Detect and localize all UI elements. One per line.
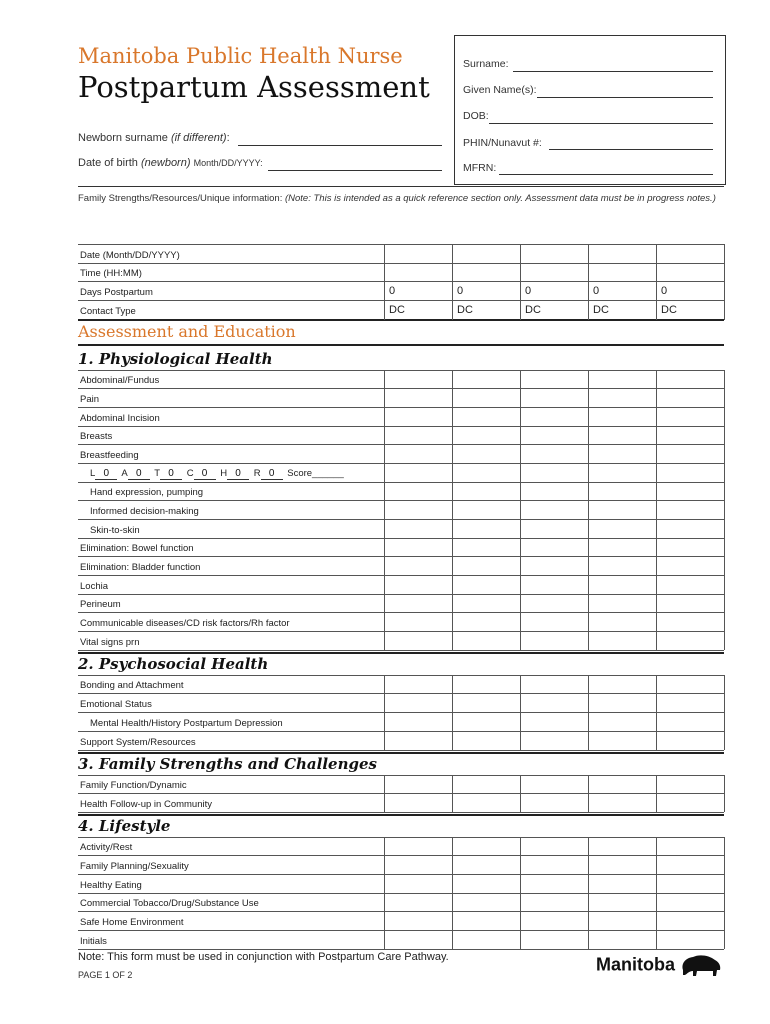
row-label: Perineum: [80, 599, 121, 610]
family-info-note: (Note: This is intended as a quick reference section only. Assessment data must be in progress notes.): [284, 193, 716, 204]
row-label: Initials: [80, 936, 107, 947]
row-abdominal-incision[interactable]: [78, 407, 724, 427]
page-title: Postpartum Assessment: [78, 70, 430, 104]
row-skin-to-skin[interactable]: [78, 519, 724, 539]
row-hand-expression[interactable]: [78, 482, 724, 501]
family-info-label: Family Strengths/Resources/Unique information:: [78, 193, 283, 204]
row-informed-decision[interactable]: [78, 500, 724, 520]
newborn-dob-label: Date of birth: [78, 157, 138, 169]
row-latch-score[interactable]: [78, 463, 724, 483]
row-label: Pain: [80, 394, 100, 405]
page-number: PAGE 1 OF 2: [78, 970, 133, 980]
contact-type-value[interactable]: DC: [389, 304, 405, 316]
newborn-dob-field[interactable]: [268, 170, 442, 171]
days-postpartum-label: Days Postpartum: [80, 287, 153, 298]
row-perineum[interactable]: [78, 594, 724, 613]
newborn-surname-field[interactable]: [238, 145, 442, 146]
row-family-function[interactable]: [78, 775, 724, 794]
row-label: Vital signs prn: [80, 637, 140, 648]
row-label: Hand expression, pumping: [90, 487, 204, 498]
row-label: Elimination: Bowel function: [80, 543, 194, 554]
newborn-surname-label: Newborn surname: [78, 132, 168, 144]
row-label: Activity/Rest: [80, 842, 133, 853]
row-emotional-status[interactable]: [78, 693, 724, 713]
row-label: Informed decision-making: [90, 506, 199, 517]
row-label: Healthy Eating: [80, 880, 142, 891]
row-safe-home[interactable]: [78, 911, 724, 931]
contact-type-value[interactable]: DC: [457, 304, 473, 316]
family-info: [78, 193, 716, 204]
mfrn-field[interactable]: [499, 174, 713, 175]
row-lochia[interactable]: [78, 575, 724, 595]
row-vital-signs[interactable]: [78, 631, 724, 651]
section-3-heading: 3. Family Strengths and Challenges: [78, 755, 377, 773]
row-label: Lochia: [80, 581, 108, 592]
days-value[interactable]: 0: [525, 285, 532, 297]
row-abdominal-fundus[interactable]: [78, 370, 724, 389]
row-tobacco[interactable]: [78, 893, 724, 912]
footer-note: Note: This form must be used in conjunction with Postpartum Care Pathway.: [78, 951, 449, 963]
days-value[interactable]: 0: [457, 285, 464, 297]
newborn-dob-row: [78, 157, 263, 169]
org-title: Manitoba Public Health Nurse: [78, 44, 403, 68]
patient-id-box: [454, 35, 726, 185]
surname-label: Surname:: [463, 58, 509, 70]
family-info-top-rule: [78, 186, 724, 187]
dob-label: DOB:: [463, 110, 489, 122]
latch-score-label: L 0 A 0 T 0 C 0 H 0 R 0 Score______: [90, 468, 344, 479]
row-communicable[interactable]: [78, 612, 724, 632]
section-1-rule: [78, 344, 724, 346]
row-label: Commercial Tobacco/Drug/Substance Use: [80, 898, 259, 909]
row-label: Support System/Resources: [80, 737, 196, 748]
contact-type-value[interactable]: DC: [661, 304, 677, 316]
row-breasts[interactable]: [78, 426, 724, 445]
row-label: Health Follow-up in Community: [80, 799, 212, 810]
row-breastfeeding[interactable]: [78, 444, 724, 464]
visit-time-row[interactable]: [78, 263, 724, 282]
row-activity-rest[interactable]: [78, 837, 724, 856]
row-label: Breasts: [80, 431, 113, 442]
logo-wordmark: Manitoba: [596, 954, 675, 975]
newborn-surname-row: Newborn surname (if different):: [78, 132, 230, 144]
days-postpartum-row[interactable]: [78, 281, 724, 301]
row-label: Bonding and Attachment: [80, 680, 184, 691]
assessment-heading: Assessment and Education: [78, 322, 296, 341]
phin-field[interactable]: [549, 149, 713, 150]
manitoba-logo: [596, 952, 723, 982]
row-label: Emotional Status: [80, 699, 152, 710]
row-label: Mental Health/History Postpartum Depression: [90, 718, 283, 729]
contact-type-value[interactable]: DC: [525, 304, 541, 316]
surname-field[interactable]: [513, 71, 713, 72]
section-4-rule: [78, 814, 724, 816]
phin-label: PHIN/Nunavut #:: [463, 137, 542, 149]
newborn-dob-format: Month/DD/YYYY:: [193, 158, 263, 168]
row-health-followup[interactable]: [78, 793, 724, 813]
row-label: Family Planning/Sexuality: [80, 861, 189, 872]
row-label: Abdominal Incision: [80, 413, 160, 424]
given-name-label: Given Name(s):: [463, 84, 537, 96]
section-1-heading: 1. Physiological Health: [78, 350, 273, 368]
row-label: Family Function/Dynamic: [80, 780, 187, 791]
row-label: Abdominal/Fundus: [80, 375, 160, 386]
contact-type-label: Contact Type: [80, 306, 136, 317]
visit-date-label: Date (Month/DD/YYYY): [80, 250, 180, 261]
section-2-heading: 2. Psychosocial Health: [78, 655, 269, 673]
row-initials[interactable]: [78, 930, 724, 950]
visit-time-label: Time (HH:MM): [80, 268, 142, 279]
row-family-planning[interactable]: [78, 855, 724, 875]
row-label: Breastfeeding: [80, 450, 139, 461]
row-label: Elimination: Bladder function: [80, 562, 201, 573]
row-healthy-eating[interactable]: [78, 874, 724, 894]
row-label: Communicable diseases/CD risk factors/Rh factor: [80, 618, 290, 629]
section-3-rule: [78, 752, 724, 754]
dob-field[interactable]: [489, 123, 713, 124]
section-2-rule: [78, 652, 724, 654]
row-bonding[interactable]: [78, 675, 724, 694]
newborn-dob-note: (newborn): [140, 157, 191, 169]
row-bowel[interactable]: [78, 538, 724, 557]
given-name-field[interactable]: [537, 97, 713, 98]
visit-date-row[interactable]: [78, 244, 724, 264]
days-value[interactable]: 0: [389, 285, 396, 297]
row-support-system[interactable]: [78, 731, 724, 751]
section-4-heading: 4. Lifestyle: [78, 817, 171, 835]
row-label: Safe Home Environment: [80, 917, 184, 928]
days-value[interactable]: 0: [593, 285, 600, 297]
row-bladder[interactable]: [78, 556, 724, 576]
newborn-surname-note: (if different): [170, 132, 227, 144]
mfrn-label: MFRN:: [463, 162, 497, 174]
contact-type-value[interactable]: DC: [593, 304, 609, 316]
row-pain[interactable]: [78, 388, 724, 408]
row-mental-health[interactable]: [78, 712, 724, 732]
bison-icon: [679, 952, 723, 978]
row-label: Skin-to-skin: [90, 525, 140, 536]
days-value[interactable]: 0: [661, 285, 668, 297]
